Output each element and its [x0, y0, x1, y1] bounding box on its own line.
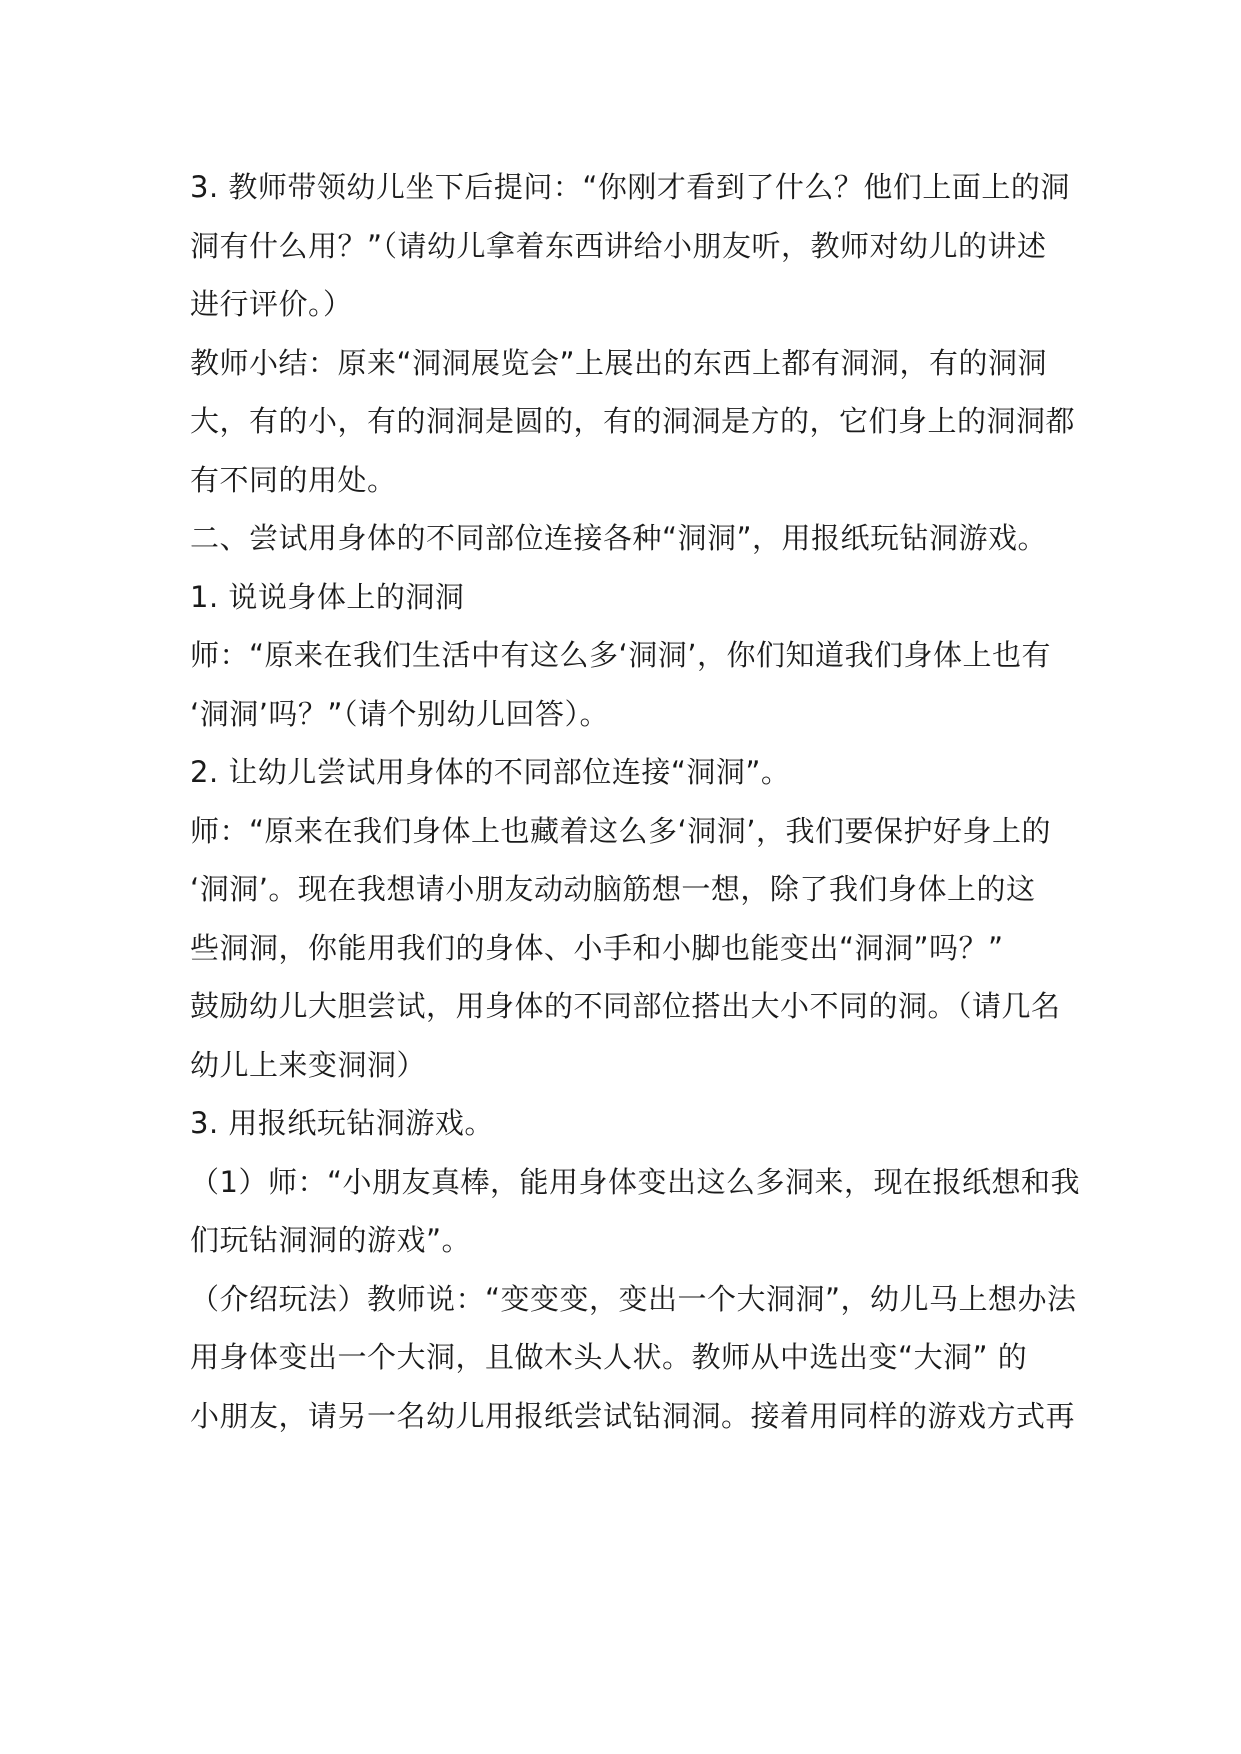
text-line-14: 些洞洞，你能用我们的身体、小手和小脚也能变出“洞洞”吗？” — [190, 930, 1004, 965]
text-line-22: 小朋友，请另一名幼儿用报纸尝试钻洞洞。接着用同样的游戏方式再 — [190, 1398, 1076, 1433]
text-line-5: 大，有的小，有的洞洞是圆的，有的洞洞是方的，它们身上的洞洞都 — [190, 404, 1076, 438]
text-line-19: 们玩钻洞洞的游戏”。 — [190, 1223, 472, 1257]
text-line-1: 3. 教师带领幼儿坐下后提问：“你刚才看到了什么？他们上面上的洞 — [190, 170, 1070, 204]
text-line-8: 1. 说说身体上的洞洞 — [190, 579, 465, 614]
text-line-13: ‘洞洞’。现在我想请小朋友动动脑筋想一想，除了我们身体上的这 — [190, 872, 1036, 906]
text-line-4: 教师小结：原来“洞洞展览会”上展出的东西上都有洞洞，有的洞洞 — [190, 345, 1048, 380]
text-line-3: 进行评价。） — [190, 287, 353, 321]
text-line-11: 2. 让幼儿尝试用身体的不同部位连接“洞洞”。 — [190, 755, 791, 789]
text-line-12: 师：“原来在我们身体上也藏着这么多‘洞洞’，我们要保护好身上的 — [190, 813, 1051, 848]
text-line-21: 用身体变出一个大洞，且做木头人状。教师从中选出变“大洞” 的 — [190, 1340, 1028, 1374]
text-line-20: （介绍玩法）教师说：“变变变，变出一个大洞洞”，幼儿马上想办法 — [190, 1281, 1077, 1316]
text-line-17: 3. 用报纸玩钻洞游戏。 — [190, 1106, 494, 1140]
section-heading: 二、尝试用身体的不同部位连接各种“洞洞”，用报纸玩钻洞游戏。 — [190, 521, 1048, 555]
text-line-15: 鼓励幼儿大胆尝试，用身体的不同部位搭出大小不同的洞。（请几名 — [190, 989, 1061, 1023]
text-line-2: 洞有什么用？”（请幼儿拿着东西讲给小朋友听，教师对幼儿的讲述 — [190, 228, 1047, 263]
text-line-16: 幼儿上来变洞洞） — [190, 1047, 427, 1082]
text-line-6: 有不同的用处。 — [190, 462, 397, 497]
text-line-18: （1）师：“小朋友真棒，能用身体变出这么多洞来，现在报纸想和我 — [190, 1164, 1080, 1199]
text-line-9: 师：“原来在我们生活中有这么多‘洞洞’，你们知道我们身体上也有 — [190, 638, 1051, 672]
document-body — [190, 158, 1080, 1445]
text-line-10: ‘洞洞’吗？”（请个别幼儿回答）。 — [190, 696, 609, 731]
